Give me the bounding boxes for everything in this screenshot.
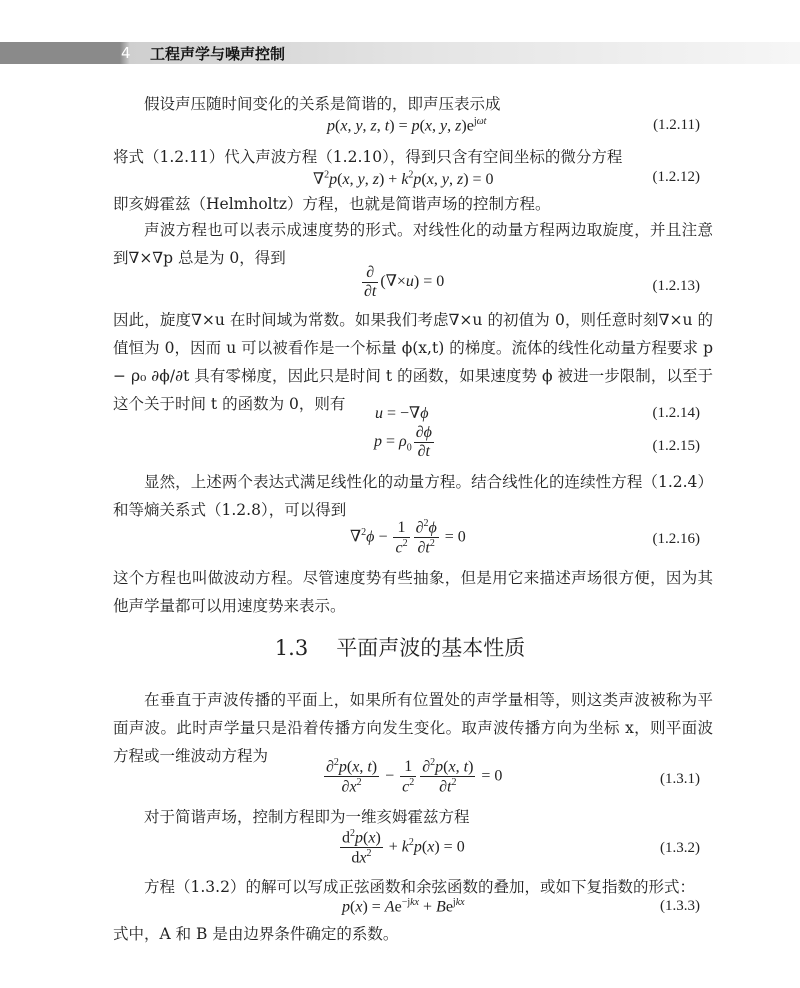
paragraph: 对于简谐声场，控制方程即为一维亥姆霍兹方程 bbox=[144, 808, 470, 826]
eq-number: (1.2.14) bbox=[652, 405, 700, 421]
equation-1-2-12: ∇$^2$p(x, y, $z) + k^2p(x$, y, z) = 0 bbox=[313, 169, 494, 188]
page-number: 4 bbox=[121, 44, 131, 62]
eq-number: (1.2.15) bbox=[652, 438, 700, 454]
paragraph: 这个方程也叫做波动方程。尽管速度势有些抽象，但是用它来描述声场很方便，因为其他声学量都可以用速度势来表示。 bbox=[113, 569, 713, 615]
eq-number: (1.2.16) bbox=[652, 531, 700, 547]
paragraph: 在垂直于声波传播的平面上，如果所有位置处的声学量相等，则这类声波被称为平面声波。此时声学量只是沿着传播方向发生变化。取声波传播方向为坐标 x，则平面波方程或一维波动方程为 bbox=[113, 691, 713, 765]
paragraph: 式中，A 和 B 是由边界条件确定的系数。 bbox=[113, 925, 399, 943]
equation-1-2-16: ∇$^2$ϕ − $\frac{1}{c^2}$ $\frac{\partial^2\phi}{\partial t^2}$ = 0 bbox=[350, 518, 466, 557]
section-heading bbox=[0, 632, 800, 662]
paragraph: 因此，旋度∇×u 在时间域为常数。如果我们考虑∇×u 的初值为 0，则任意时刻∇×u 的值恒为 0，因而 u 可以被看作是一个标量 ϕ(x,t) 的梯度。流体的线性化动量方程要求 p − ρ₀ ∂ϕ/∂t 具有零梯度，因此只是时间 t 的函数，如果速度势 ϕ 被进一步限制，以至于这个关于时间 t 的函数为 0，则有 bbox=[113, 311, 713, 413]
paragraph: 假设声压随时间变化的关系是简谐的，即声压表示成 bbox=[144, 95, 501, 113]
header-bar bbox=[0, 42, 800, 64]
eq-number: (1.2.13) bbox=[652, 278, 700, 294]
section-title: 平面声波的基本性质 bbox=[336, 636, 526, 660]
paragraph: 即亥姆霍兹（Helmholtz）方程，也就是简谐声场的控制方程。 bbox=[113, 195, 551, 213]
section-number: 1.3 bbox=[274, 636, 309, 660]
equation-1-3-3: $p(x) = Ae^{-jkx} + Be^{jkx}$ bbox=[342, 897, 465, 916]
equation-1-2-13: $\frac{\partial}{\partial t}$ (∇×u) = 0 bbox=[364, 264, 445, 300]
eq-number: (1.3.3) bbox=[660, 898, 700, 914]
eq-number: (1.3.2) bbox=[660, 840, 700, 856]
paragraph: 声波方程也可以表示成速度势的形式。对线性化的动量方程两边取旋度，并且注意到∇×∇p 总是为 0，得到 bbox=[113, 221, 713, 267]
book-title: 工程声学与噪声控制 bbox=[150, 45, 286, 63]
eq-number: (1.3.1) bbox=[660, 771, 700, 787]
paragraph: 方程（1.3.2）的解可以写成正弦函数和余弦函数的叠加，或如下复指数的形式： bbox=[144, 878, 695, 896]
paragraph: 将式（1.2.11）代入声波方程（1.2.10），得到只含有空间坐标的微分方程 bbox=[113, 148, 623, 166]
paragraph: 显然，上述两个表达式满足线性化的动量方程。结合线性化的连续性方程（1.2.4）和等熵关系式（1.2.8），可以得到 bbox=[113, 473, 713, 519]
equation-1-3-2: $\frac{d^2p(x)}{dx^2}$ + $k^2p(x) = 0$ bbox=[342, 828, 465, 867]
equation-1-2-15: $p = \rho_0$ $\frac{\partial\phi}{\partial t}$ bbox=[374, 424, 432, 460]
eq-number: (1.2.12) bbox=[652, 169, 700, 185]
equation-1-2-14: u = −∇ϕ bbox=[375, 405, 429, 422]
equation-1-3-1: $\frac{\partial^2p(x, t)}{\partial x^2}$ − $\frac{1}{c^2}$ $\frac{\partial^2p(x, t)}{\partial t^2}$ = 0 bbox=[326, 757, 503, 796]
equation-1-2-11: p(x, y, z, t) = p(x, y, $z)e^{j\omega t}$ bbox=[327, 116, 487, 135]
eq-number: (1.2.11) bbox=[653, 117, 700, 133]
